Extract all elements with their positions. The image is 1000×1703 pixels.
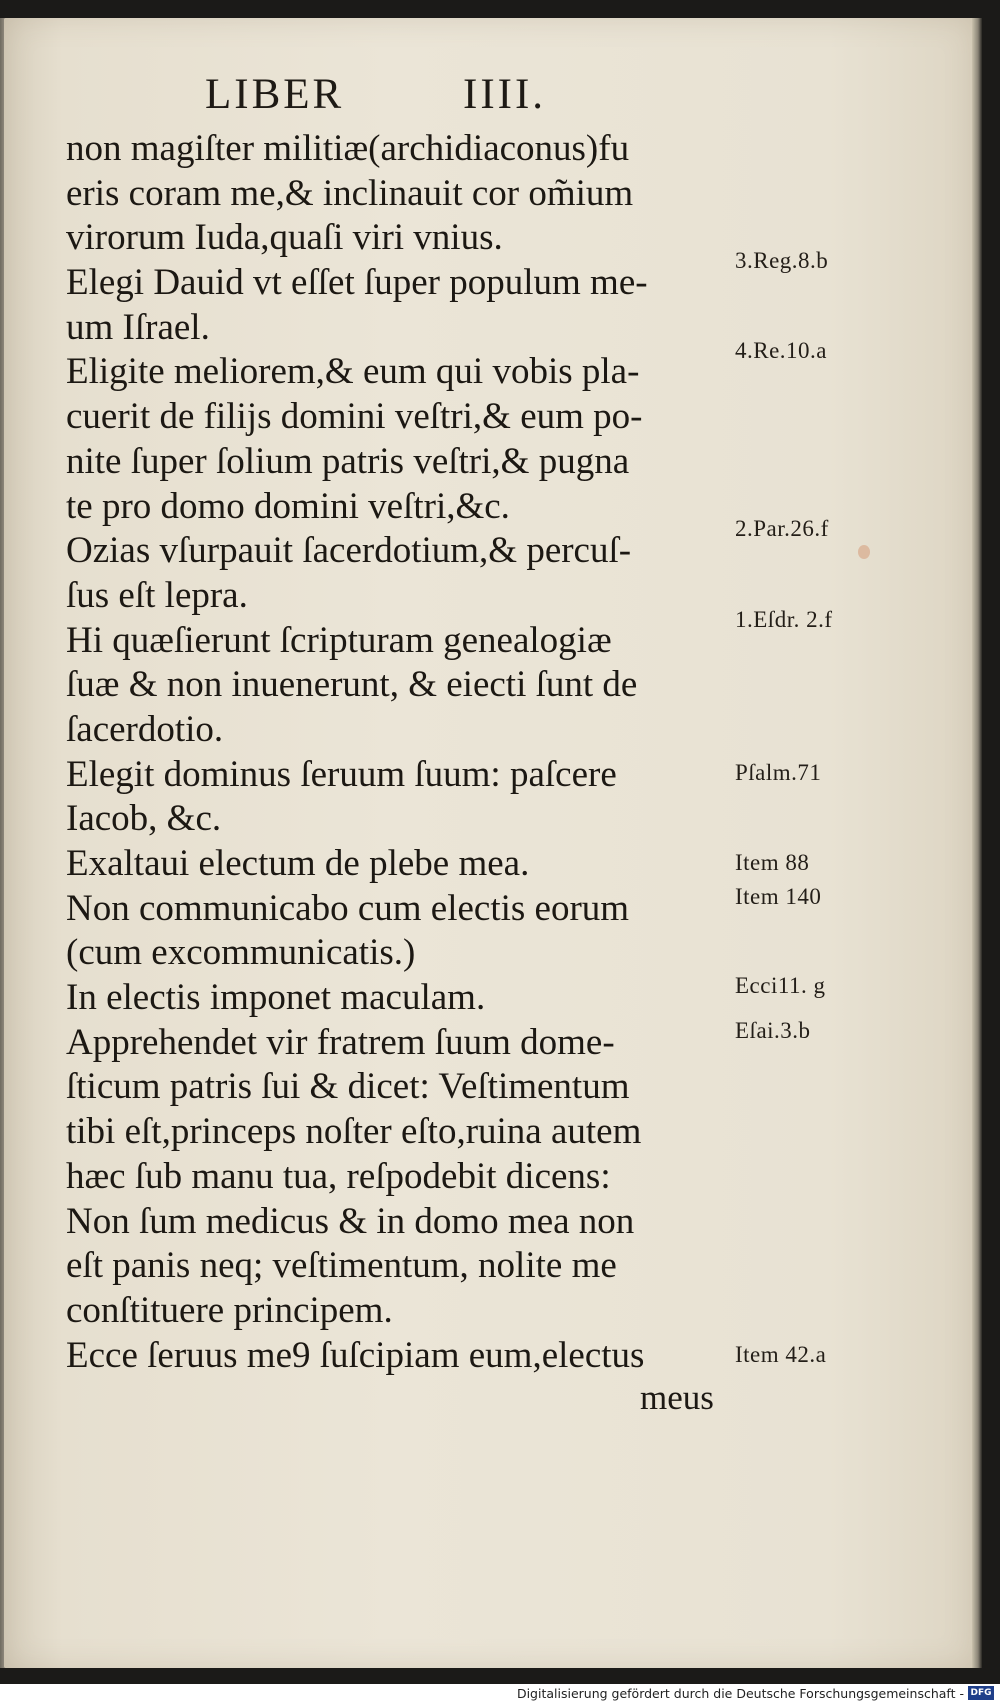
text-line: non magiſter militiæ(archidiaconus)fu xyxy=(66,128,630,169)
text-line: (cum excommunicatis.) xyxy=(66,932,416,974)
page-edge xyxy=(972,18,982,1668)
text-line: Elegi Dauid vt eſſet ſuper populum me- xyxy=(66,262,648,304)
margin-reference: 2.Par.26.f xyxy=(735,516,829,541)
text-line: Hi quæſierunt ſcripturam genealogiæ xyxy=(66,619,612,661)
text-line: ſus eſt lepra. xyxy=(66,574,248,616)
text-line: ſacerdotio. xyxy=(66,708,224,750)
text-line: Non communicabo cum electis eorum xyxy=(66,887,630,929)
text-line: ſuæ & non inuenerunt, & eiecti ſunt de xyxy=(66,664,638,706)
text-line: Exaltaui electum de plebe mea. xyxy=(66,843,530,884)
digitization-footer xyxy=(0,1684,1000,1703)
catchword: meus xyxy=(640,1378,714,1417)
text-line: um Iſrael. xyxy=(66,306,210,348)
margin-reference: Pſalm.71 xyxy=(735,760,822,785)
paper-stain xyxy=(858,545,870,559)
footer-credit: Digitalisierung gefördert durch die Deutsche Forschungsgemeinschaft - xyxy=(516,1686,964,1701)
text-line: In electis imponet maculam. xyxy=(66,977,486,1019)
margin-reference: Item 140 xyxy=(735,884,822,909)
margin-reference: Ecci11. g xyxy=(735,973,826,998)
text-line: Ozias vſurpauit ſacerdotium,& percuſ- xyxy=(66,530,632,572)
text-line: Ecce ſeruus me9 ſuſcipiam eum,electus xyxy=(66,1334,645,1376)
running-header xyxy=(205,70,605,122)
text-line: Iacob, &c. xyxy=(66,798,222,840)
margin-reference: Eſai.3.b xyxy=(735,1018,811,1043)
text-line: conſtituere principem. xyxy=(66,1289,393,1331)
text-line: virorum Iuda,quaſi viri vnius. xyxy=(66,217,503,259)
text-line: te pro domo domini veſtri,&c. xyxy=(66,485,510,527)
main-text-column xyxy=(66,127,746,1378)
text-line: Elegit dominus ſeruum ſuum: paſcere xyxy=(66,753,617,795)
dfg-logo-icon: DFG xyxy=(968,1686,994,1700)
margin-reference: 1.Eſdr. 2.f xyxy=(735,607,833,632)
header-book-title: LIBER xyxy=(205,71,345,118)
text-line: eſt panis neq; veſtimentum, nolite me xyxy=(66,1245,617,1287)
text-line: ſticum patris ſui & dicet: Veſtimentum xyxy=(66,1066,630,1108)
text-line: hæc ſub manu tua, reſpodebit dicens: xyxy=(66,1155,611,1197)
margin-reference: 3.Reg.8.b xyxy=(735,248,829,273)
header-book-number: IIII. xyxy=(463,71,547,118)
text-line: cuerit de filijs domini veſtri,& eum po- xyxy=(66,396,643,438)
margin-reference: Item 42.a xyxy=(735,1342,827,1367)
text-line: eris coram me,& inclinauit cor om̃ium xyxy=(66,172,634,214)
margin-reference: 4.Re.10.a xyxy=(735,338,828,363)
text-line: Eligite meliorem,& eum qui vobis pla- xyxy=(66,351,640,393)
text-line: nite ſuper ſolium patris veſtri,& pugna xyxy=(66,440,630,482)
text-line: tibi eſt,princeps noſter eſto,ruina autem xyxy=(66,1111,642,1153)
text-line: Apprehendet vir fratrem ſuum dome- xyxy=(66,1021,615,1063)
text-line: Non ſum medicus & in domo mea non xyxy=(66,1200,635,1242)
margin-reference: Item 88 xyxy=(735,850,810,875)
